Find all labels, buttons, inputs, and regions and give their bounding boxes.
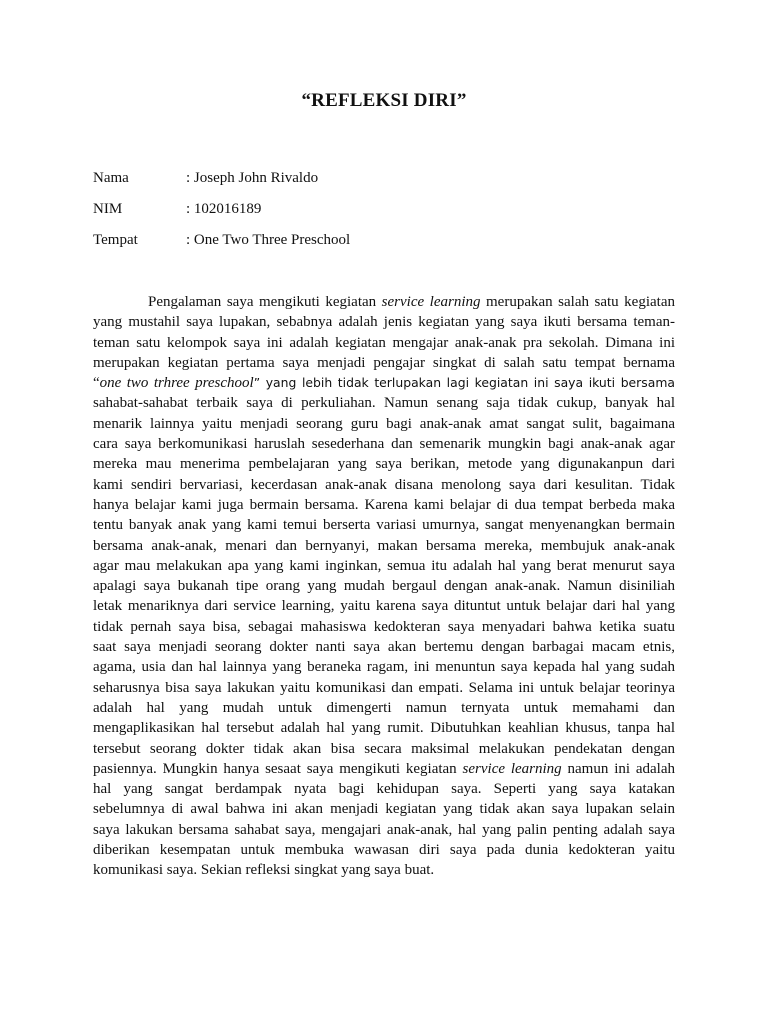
paragraph-line: tersebut seorang dokter tidak akan bisa secara maksimal melakukan pendekatan dengan (93, 740, 675, 757)
text-run: “ (93, 375, 100, 392)
info-row-nama (93, 170, 318, 187)
info-value: : One Two Three Preschool (186, 232, 351, 248)
paragraph-line: mengaplikasikan hal tersebut adalah hal yang rumit. Dibutuhkan keahlian khusus, tanpa hal (93, 720, 675, 737)
paragraph-line: menarik lainnya yaitu menjadi seorang guru bagi anak-anak amat sangat sulit, bagaimana (93, 415, 675, 432)
paragraph-line: diberikan kesempatan untuk membuka wawasan diri saya pada dunia kedokteran yaitu (93, 842, 675, 859)
italic-text-run: service learning (462, 760, 562, 777)
paragraph-line: yang mustahil saya lupakan, sebabnya adalah jenis kegiatan yang saya ikuti bersama teman- (93, 314, 675, 331)
paragraph-line: sahabat-sahabat terbaik saya di perkuliahan. Namun senang saja tidak cukup, banyak hal (93, 395, 675, 412)
paragraph-line: kami sendiri bervariasi, kecerdasan anak-anak disana menolong saya dari kesulitan. Tidak (93, 476, 675, 493)
paragraph-line: hal yang sangat berdampak nyata bagi kehidupan saya. Seperti yang saya katakan (93, 781, 675, 798)
paragraph-line: saat saya menjadi seorang dokter nanti saya akan bertemu dengan barbagai macam etnis, (93, 639, 675, 656)
paragraph-line: sebelumnya di awal bahwa ini akan menjadi kegiatan yang tidak akan saya lupakan selain (93, 801, 675, 818)
paragraph-line (93, 373, 675, 393)
info-row-tempat (93, 232, 350, 249)
text-run: ” yang lebih tidak terlupakan lagi kegiatan ini saya ikuti bersama (253, 375, 675, 391)
paragraph-line: merupakan kegiatan pertama saya menjadi pengajar singkat di salah satu tempat bernama (93, 354, 675, 371)
paragraph-line: apalagi saya bukanah tipe orang yang mudah bergaul dengan anak-anak. Namun disiniliah (93, 578, 675, 595)
paragraph-line: agama, usia dan hal lainnya yang beraneka ragam, ini menuntun saya kepada hal yang sudah (93, 659, 675, 676)
info-label: NIM (93, 201, 123, 217)
paragraph-line: komunikasi saya. Sekian refleksi singkat yang saya buat. (93, 862, 435, 879)
info-value: : 102016189 (186, 201, 262, 217)
paragraph-line: mereka mau menerima pembelajaran yang saya berikan, metode yang digunakanpun dari (93, 456, 675, 473)
text-run: merupakan salah satu kegiatan (480, 294, 675, 310)
paragraph-line: saya lakukan bersama sahabat saya, mengajari anak-anak, hal yang palin penting adalah saya (93, 821, 675, 838)
paragraph-line: letak menariknya dari service learning, yaitu karena saya dituntut untuk belajar dari hal yang (93, 598, 675, 615)
paragraph-line: hanya belajar kami juga bermain bersama. Karena kami belajar di dua tempat berbeda maka (93, 496, 675, 513)
italic-text-run: service learning (381, 294, 481, 310)
paragraph-line: agar mau melakukan apa yang kami inginkan, semua itu adalah hal yang berat menurut saya (93, 557, 675, 574)
text-run: Pengalaman saya mengikuti kegiatan (148, 294, 382, 310)
document-title: “REFLEKSI DIRI” (301, 90, 467, 111)
paragraph-line: teman satu kelompok saya ini adalah kegiatan mengajar anak-anak pra sekolah. Dimana ini (93, 334, 675, 351)
reflection-paragraph (93, 292, 675, 881)
text-run: namun ini adalah (561, 760, 676, 777)
paragraph-line (93, 759, 675, 779)
paragraph-line: adalah hal yang mudah untuk dimengerti namun ternyata untuk memahami dan (93, 699, 675, 716)
text-run: pasiennya. Mungkin hanya sesaat saya mengikuti kegiatan (93, 760, 463, 777)
paragraph-line: tentu banyak anak yang kami temui berserta variasi umurnya, sangat menyenangkan bermain (93, 517, 675, 534)
italic-text-run: one two trhree preschool (99, 375, 254, 392)
paragraph-line: bersama anak-anak, menari dan bernyanyi, makan bersama mereka, membujuk anak-anak (93, 537, 675, 554)
info-label: Nama (93, 170, 129, 186)
paragraph-line: seharusnya bisa saya lakukan yaitu komunikasi dan empati. Selama ini untuk belajar teorinya (93, 679, 675, 696)
info-value: : Joseph John Rivaldo (186, 170, 319, 186)
info-label: Tempat (93, 232, 138, 248)
paragraph-line: tidak pernah saya bisa, sebagai mahasiswa kedokteran saya menyadari bahwa ketika suatu (93, 618, 675, 635)
paragraph-line: cara saya berkomunikasi haruslah sesederhana dan semenarik mungkin bagi anak-anak agar (93, 436, 675, 453)
paragraph-line (93, 292, 675, 312)
info-row-nim (93, 201, 261, 218)
